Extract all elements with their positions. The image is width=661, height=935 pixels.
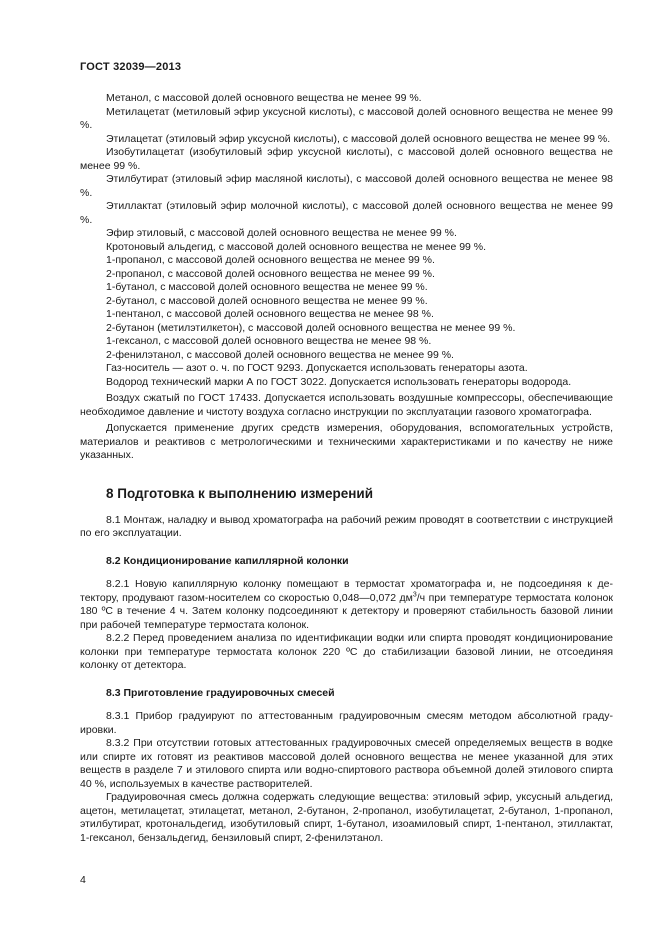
- reagent-item: 1-гексанол, с массовой долей основного вещества не менее 98 %.: [106, 335, 432, 347]
- section-8-heading: 8 Подготовка к выполнению измерений: [106, 485, 373, 501]
- paragraph-8-1: 8.1 Монтаж, наладку и вывод хроматографа на рабочий режим проводят в соответствии с инструкцией по его эксплуатации.: [80, 513, 613, 539]
- superscript-3: 3: [412, 591, 417, 598]
- reagent-item: Этилацетат (этиловый эфир уксусной кислоты), с массовой долей основного вещества не менее 99 %.: [106, 132, 611, 145]
- document-code-header: ГОСТ 32039—2013: [80, 61, 182, 73]
- paragraph-8-2-1-part-b: /ч при температуре термостата колонок 180 ºС в течение 4 ч. Затем колонку подсоединяют к детектору и проверяют стабильность базовой линии при рабочей температуре термостата колонок.: [80, 591, 613, 631]
- subsection-8-2-heading: 8.2 Кондиционирование капиллярной колонки: [106, 554, 349, 567]
- air-paragraph: Воздух сжатый по ГОСТ 17433. Допускается использовать воздушные компрессоры, обеспечивающие необходимое давление и чистоту воздуха согласно инструкции по эксплуатации газового хроматографа.: [80, 392, 613, 418]
- document-body: [80, 92, 613, 845]
- reagent-item: Метанол, с массовой долей основного вещества не менее 99 %.: [106, 92, 422, 104]
- paragraph-8-2-1-part-a: 8.2.1 Новую капиллярную колонку помещают в термостат хроматографа и, не подсоединяя к детектору, продувают газом-носителем со скоростью 0,048—0,072 дм: [80, 578, 613, 604]
- reagent-item: 2-пропанол, с массовой долей основного вещества не менее 99 %.: [106, 267, 435, 280]
- reagent-item: Изобутилацетат (изобутиловый эфир уксусной кислоты), с массовой долей основного вещества не менее 99 %.: [80, 146, 613, 172]
- reagent-item: Метилацетат (метиловый эфир уксусной кислоты), с массовой долей основного вещества не менее 99 %.: [80, 105, 613, 131]
- reagent-item: Эфир этиловый, с массовой долей основного вещества не менее 99 %.: [106, 227, 457, 239]
- reagent-item: Кротоновый альдегид, с массовой долей основного вещества не менее 99 %.: [106, 240, 487, 253]
- reagent-list: [80, 92, 613, 389]
- reagent-item: Газ-носитель — азот о. ч. по ГОСТ 9293. Допускается использовать генераторы азота.: [106, 362, 528, 374]
- alternatives-paragraph: Допускается применение других средств измерения, оборудования, вспомогательных устройств, материалов и реактивов с метрологическими и техническими характеристиками и по качеству не ниже указанных.: [80, 422, 613, 461]
- paragraph-mixture-composition: Градуировочная смесь должна содержать следующие вещества: этиловый эфир, уксусный альдегид, ацетон, метилацетат, этилацетат, метанол, 2-бутанон, 2-пропанол, изобутилацетат, 2-бутанол, 1-пропанол, этилбутират, кротональдегид, изобутиловый спирт, 1-бутанол, изоамиловый спирт, 1-пентанол, этиллактат, 1-гексанол, бензальдегид, бензиловый спирт, 2-фенилэтанол.: [80, 791, 613, 844]
- reagent-item: 2-бутанон (метилэтилкетон), с массовой долей основного вещества не менее 99 %.: [106, 321, 516, 334]
- paragraph-8-3-1: 8.3.1 Прибор градуируют по аттестованным градуировочным смесям методом абсолютной градуировки.: [80, 710, 613, 736]
- reagent-item: 2-бутанол, с массовой долей основного вещества не менее 99 %.: [106, 294, 428, 307]
- paragraph-8-3-2: 8.3.2 При отсутствии готовых аттестованных градуировочных смесей определяемых веществ в водке или спирте их готовят из реактивов массовой долей основного вещества не менее указанной для этих веществ в разделе 7 и этилового спирта или водно-спиртового раствора объемной долей этилового спирта 40 %, используемых в качестве растворителей.: [80, 737, 613, 790]
- page-number: 4: [80, 874, 86, 886]
- subsection-8-3-heading: 8.3 Приготовление градуировочных смесей: [106, 686, 335, 699]
- paragraph-8-2-2: 8.2.2 Перед проведением анализа по идентификации водки или спирта проводят кондиционирование колонки при температуре термостата колонок 220 ºС до стабилизации базовой линии, не отсоединяя колонку от детектора.: [80, 632, 613, 671]
- reagent-item: Водород технический марки А по ГОСТ 3022. Допускается использовать генераторы водорода.: [106, 375, 572, 388]
- reagent-item: Этиллактат (этиловый эфир молочной кислоты), с массовой долей основного вещества не менее 99 %.: [80, 200, 613, 226]
- reagent-item: Этилбутират (этиловый эфир масляной кислоты), с массовой долей основного вещества не менее 98 %.: [80, 173, 613, 199]
- reagent-item: 2-фенилэтанол, с массовой долей основного вещества не менее 99 %.: [106, 348, 454, 361]
- reagent-item: 1-пропанол, с массовой долей основного вещества не менее 99 %.: [106, 254, 435, 266]
- paragraph-8-2-1: [80, 578, 613, 632]
- reagent-item: 1-бутанол, с массовой долей основного вещества не менее 99 %.: [106, 281, 428, 293]
- reagent-item: 1-пентанол, с массовой долей основного вещества не менее 98 %.: [106, 308, 434, 320]
